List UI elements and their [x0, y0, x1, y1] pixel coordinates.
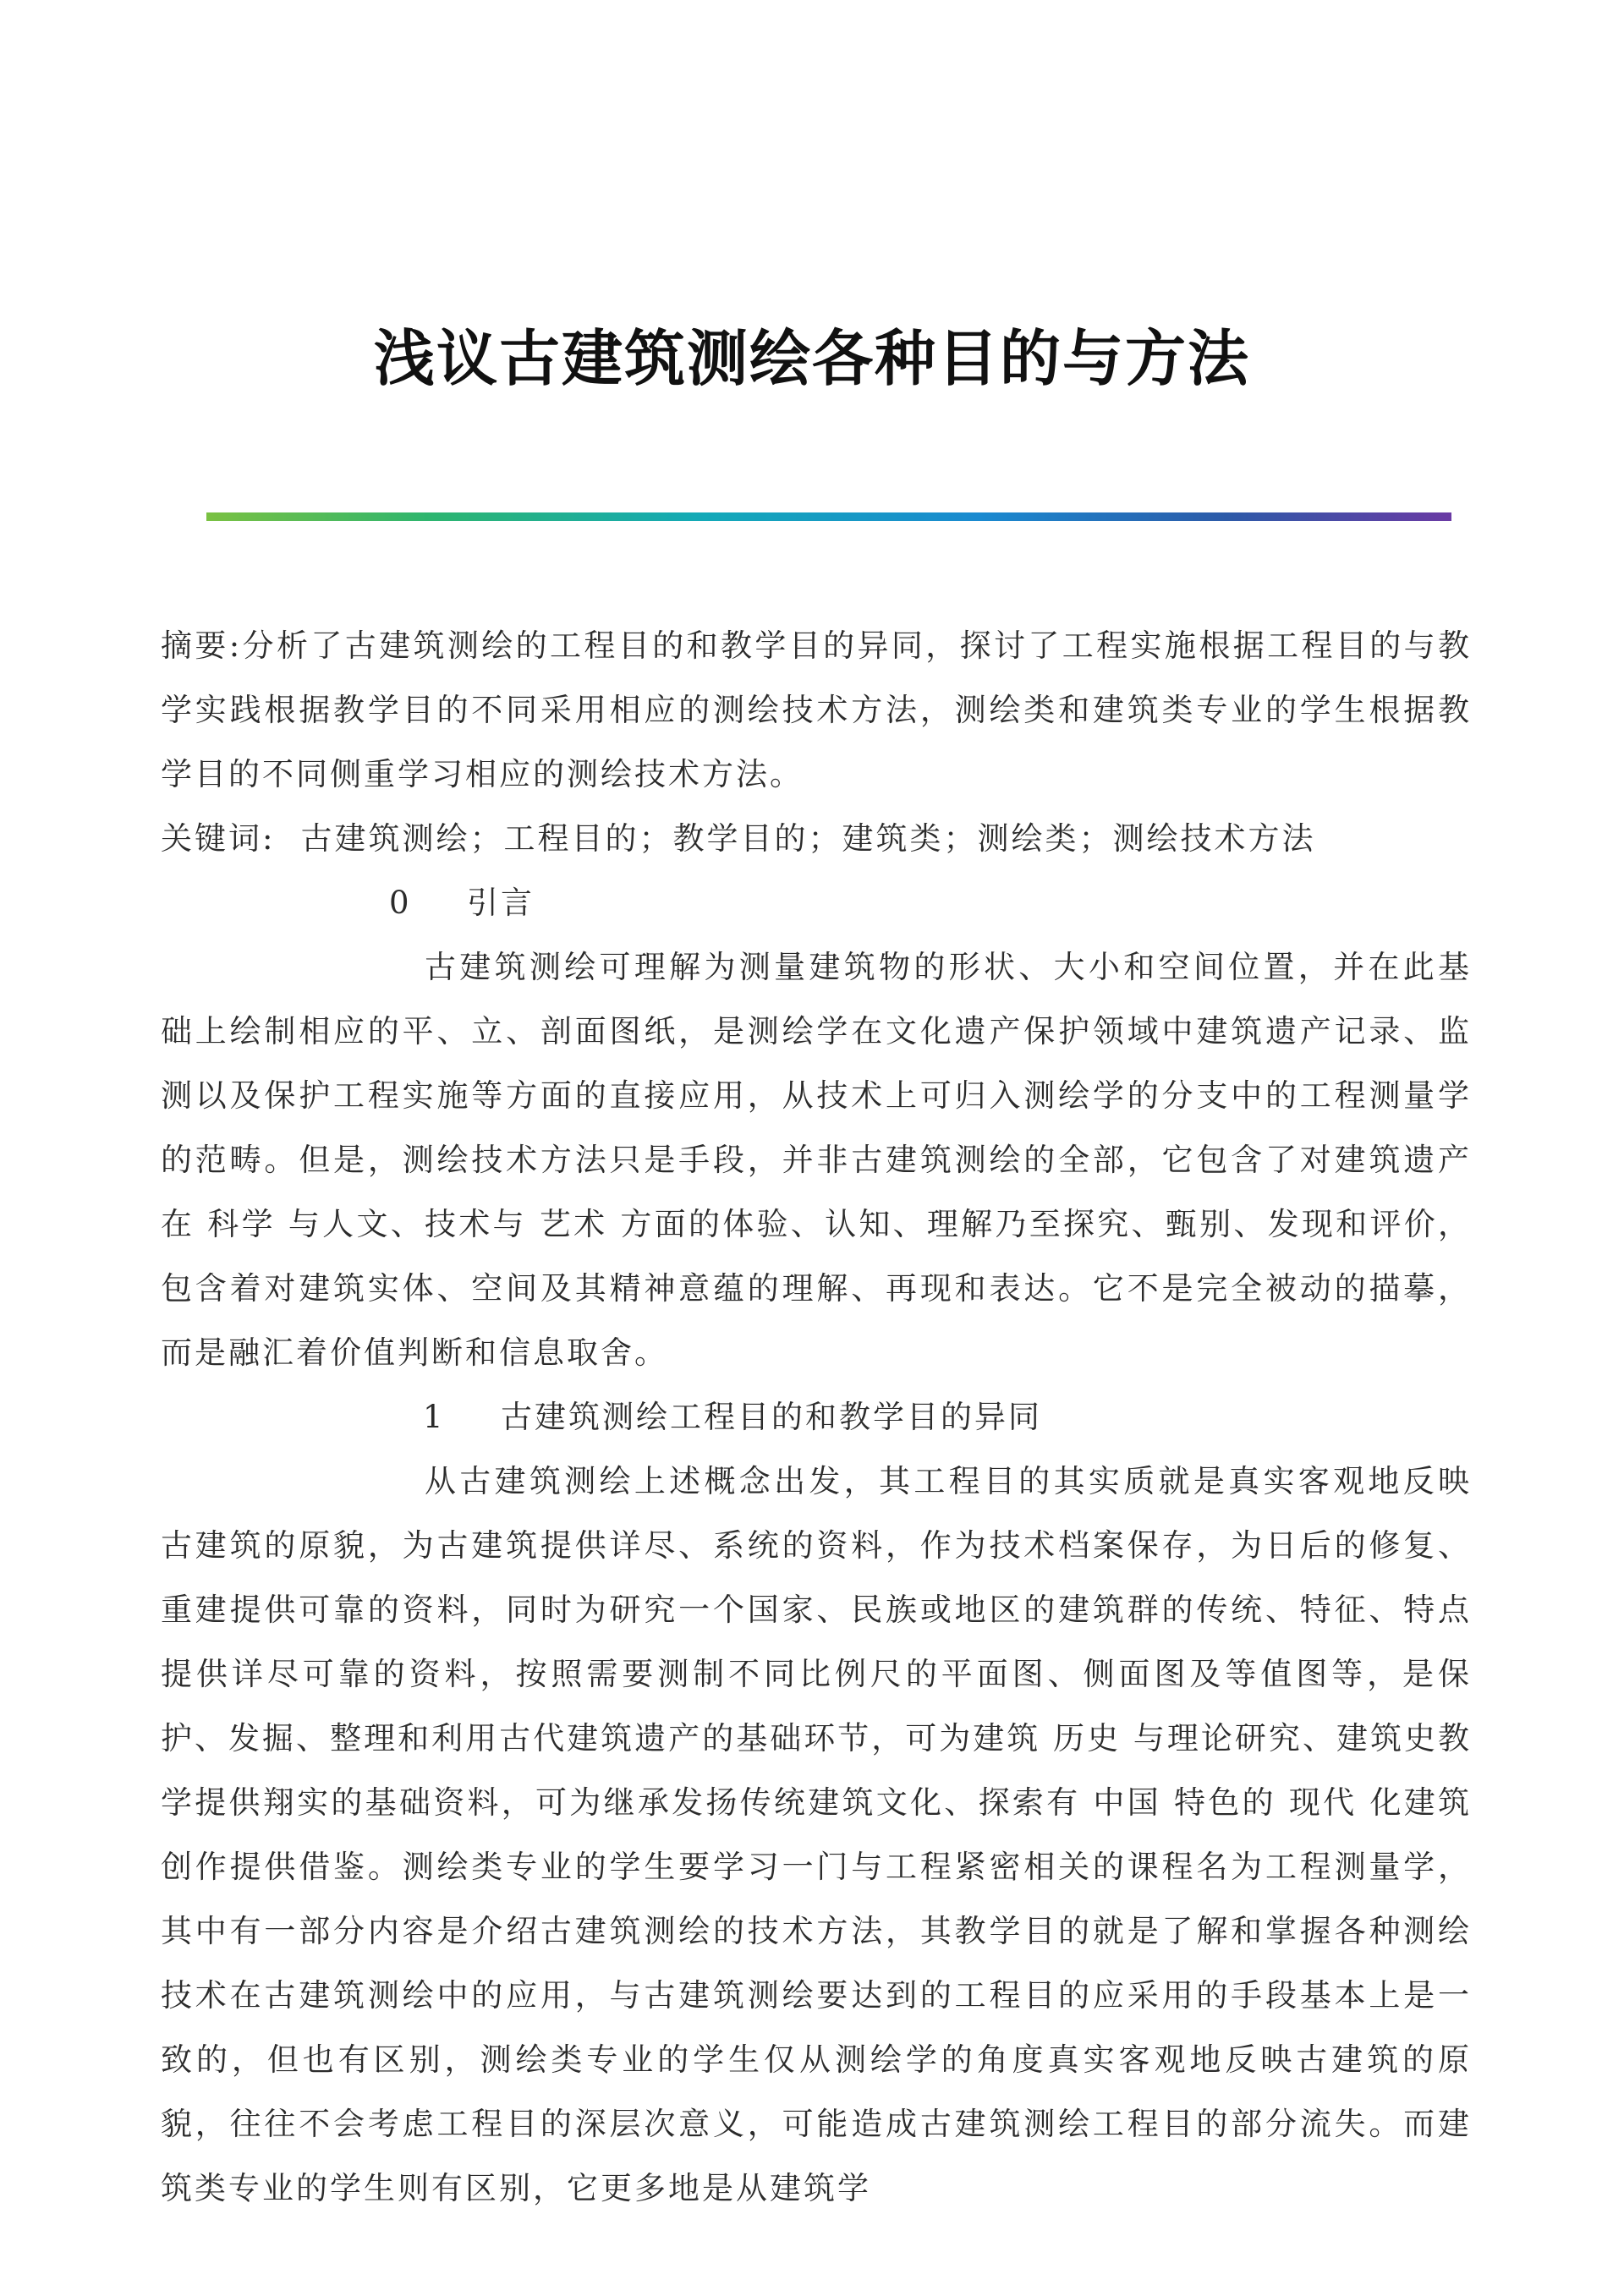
document-title: 浅议古建筑测绘各种目的与方法: [373, 323, 1250, 394]
section-paragraph-0: 古建筑测绘可理解为测量建筑物的形状、大小和空间位置，并在此基础上绘制相应的平、立、剖面图纸，是测绘学在文化遗产保护领域中建筑遗产记录、监测以及保护工程实施等方面的直接应用，从技术上可归入测绘学的分支中的工程测量学的范畴。但是，测绘技术方法只是手段，并非古建筑测绘的全部，它包含了对建筑遗产在 科学 与人文、技术与 艺术 方面的体验、认知、理解乃至探究、甄别、发现和评价，包含着对建筑实体、空间及其精神意蕴的理解、再现和表达。它不是完全被动的描摹，而是融汇着价值判断和信息取舍。: [161, 949, 1472, 1371]
section-number: 0: [389, 885, 412, 921]
keywords-text: 古建筑测绘；工程目的；教学目的；建筑类；测绘类；测绘技术方法: [300, 820, 1316, 857]
keywords-line: [161, 807, 1472, 871]
section-title: 引言: [467, 885, 535, 921]
section-title: 古建筑测绘工程目的和教学目的异同: [501, 1399, 1042, 1435]
section-number: 1: [423, 1399, 446, 1435]
section-paragraph-1: 从古建筑测绘上述概念出发，其工程目的其实质就是真实客观地反映古建筑的原貌，为古建筑提供详尽、系统的资料，作为技术档案保存，为日后的修复、重建提供可靠的资料，同时为研究一个国家、民族或地区的建筑群的传统、特征、特点提供详尽可靠的资料，按照需要测制不同比例尺的平面图、侧面图及等值图等，是保护、发掘、整理和利用古代建筑遗产的基础环节，可为建筑 历史 与理论研究、建筑史教学提供翔实的基础资料，可为继承发扬传统建筑文化、探索有 中国 特色的 现代 化建筑创作提供借鉴。测绘类专业的学生要学习一门与工程紧密相关的课程名为工程测量学，其中有一部分内容是介绍古建筑测绘的技术方法，其教学目的就是了解和掌握各种测绘技术在古建筑测绘中的应用，与古建筑测绘要达到的工程目的应采用的手段基本上是一致的，但也有区别，测绘类专业的学生仅从测绘学的角度真实客观地反映古建筑的原貌，往往不会考虑工程目的深层次意义，可能造成古建筑测绘工程目的部分流失。而建筑类专业的学生则有区别，它更多地是从建筑学: [161, 1463, 1472, 2206]
keywords-label: 关键词:: [161, 820, 276, 857]
document-body: [161, 614, 1472, 2221]
title-divider: [206, 512, 1451, 521]
abstract-paragraph: 摘要:分析了古建筑测绘的工程目的和教学目的异同，探讨了工程实施根据工程目的与教学实践根据教学目的不同采用相应的测绘技术方法，测绘类和建筑类专业的学生根据教学目的不同侧重学习相应的测绘技术方法。: [161, 627, 1472, 792]
section-heading-1: [161, 1385, 1472, 1449]
section-heading-0: [161, 871, 1472, 935]
